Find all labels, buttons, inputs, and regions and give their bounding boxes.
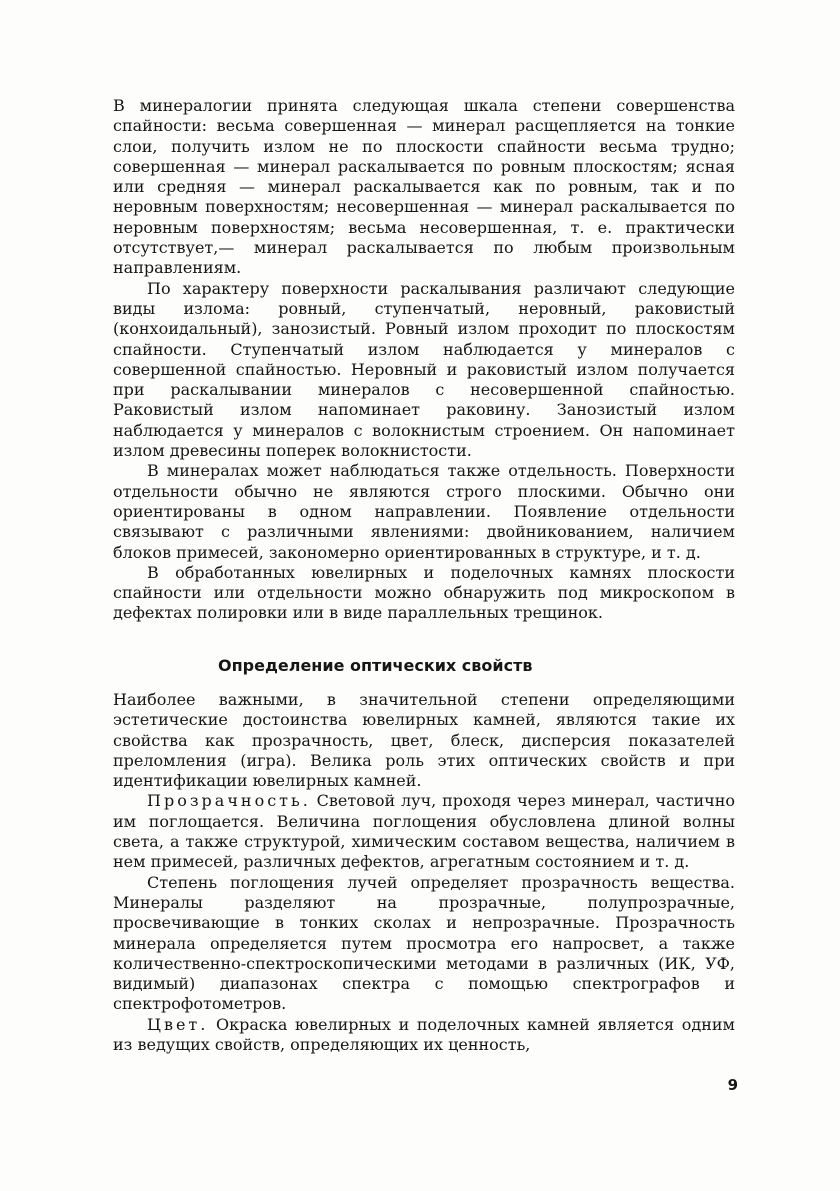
term-transparency: Прозрачность. xyxy=(147,791,311,811)
page-number: 9 xyxy=(727,1076,738,1094)
paragraph-color-text: Окраска ювелирных и поделочных камней является одним из ведущих свойств, определяющих их ценность, xyxy=(113,1014,735,1055)
paragraph-absorption: Степень поглощения лучей определяет прозрачность вещества. Минералы разделяют на прозрачные, полупрозрачные, просвечивающие в тонких сколах и непрозрачные. Прозрачность минерала определяется путем просмотра его напросвет, а также количественно-спектроскопическими методами в различных (ИК, УФ, видимый) диапазонах спектра с помощью спектрографов и спектрофотометров. xyxy=(113,872,735,1014)
text-section-optical xyxy=(113,690,735,1055)
term-color: Цвет. xyxy=(147,1014,209,1034)
paragraph-transparency-text: Световой луч, проходя через минерал, частично им поглощается. Величина поглощения обусловлена длиной волны света, а также структурой, химическим составом вещества, наличием в нем примесей, различных дефектов, агрегатным состоянием и т. д. xyxy=(113,791,735,872)
text-section-cleavage xyxy=(113,96,735,624)
paragraph-optical-intro: Наиболее важными, в значительной степени определяющими эстетические достоинства ювелирных камней, являются такие их свойства как прозрачность, цвет, блеск, дисперсия показателей преломления (игра). Велика роль этих оптических свойств и при идентификации ювелирных камней. xyxy=(113,690,735,791)
section-heading: Определение оптических свойств xyxy=(218,656,533,675)
paragraph-color xyxy=(113,1015,735,1056)
paragraph-cleavage-scale: В минералогии принята следующая шкала степени совершенства спайности: весьма совершенная — минерал расщепляется на тонкие слои, получить излом не по плоскости спайности весьма трудно; совершенная — минерал раскалывается по ровным плоскостям; ясная или средняя — минерал раскалывается как по ровным, так и по неровным поверхностям; несовершенная — минерал раскалывается по неровным поверхностям; весьма несовершенная, т. е. практически отсутствует,— минерал раскалывается по любым произвольным направлениям. xyxy=(113,96,735,278)
paragraph-transparency xyxy=(113,791,735,872)
paragraph-polished-stones: В обработанных ювелирных и поделочных камнях плоскости спайности или отдельности можно обнаружить под микроскопом в дефектах полировки или в виде параллельных трещинок. xyxy=(113,562,735,623)
paragraph-fracture-types: По характеру поверхности раскалывания различают следующие виды излома: ровный, ступенчатый, неровный, раковистый (конхоидальный), занозистый. Ровный излом проходит по плоскостям спайности. Ступенчатый излом наблюдается у минералов с совершенной спайностью. Неровный и раковистый излом получается при раскалывании минералов с несовершенной спайностью. Раковистый излом напоминает раковину. Занозистый излом наблюдается у минералов с волокнистым строением. Он напоминает излом древесины поперек волокнистости. xyxy=(113,278,735,461)
paragraph-parting: В минералах может наблюдаться также отдельность. Поверхности отдельности обычно не являются строго плоскими. Обычно они ориентированы в одном направлении. Появление отдельности связывают с различными явлениями: двойникованием, наличием блоков примесей, закономерно ориентированных в структуре, и т. д. xyxy=(113,461,735,562)
